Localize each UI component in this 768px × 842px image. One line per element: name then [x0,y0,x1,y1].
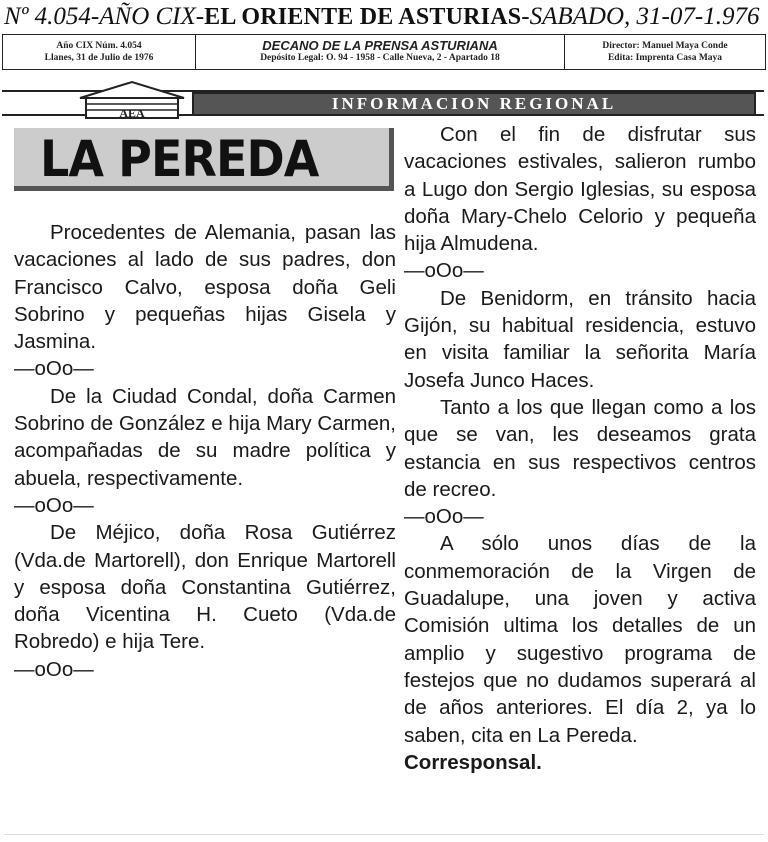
separator-2: —oOo— [14,493,94,517]
separator-4: —oOo— [404,259,484,283]
left-paragraph-3: De Méjico, doña Rosa Gutiérrez (Vda.de Martorell), don Enrique Martorell y esposa doña Constantina Gutiérrez, doña Vicentina H. Cueto (Vda.de Robredo) e hija Tere. [14,521,396,654]
masthead-issue-info [3,35,196,69]
right-paragraph-3: Tanto a los que llegan como a los que se van, les deseamos grata estancia en sus respectivos centros de recreo. [404,395,756,501]
masthead-place-date: Llanes, 31 de Julio de 1976 [44,53,154,63]
masthead-credits [565,35,765,69]
page-bottom-divider [4,834,764,835]
right-paragraph-4: A sólo unos días de la conmemoración de la Virgen de Guadalupe, una joven y activa Comisión ultima los detalles de un amplio y sugestivo programa de festejos que no dudamos superará al de años anteriores. El día 2, ya lo saben, cita en La Pereda. [404,532,756,747]
masthead [2,34,766,70]
section-banner [2,76,764,122]
issue-prefix: Nº 4.054-AÑO CIX- [4,3,205,30]
article-left-column [14,219,396,683]
masthead-issue-number: Año CIX Núm. 4.054 [56,41,142,51]
left-paragraph-2: De la Ciudad Condal, doña Carmen Sobrino de González e hija Mary Carmen, acompañadas de su madre política y abuela, respectivamente. [14,384,396,490]
article-headline: LA PEREDA [40,130,319,188]
left-paragraph-1: Procedentes de Alemania, pasan las vacaciones al lado de sus padres, don Francisco Calvo, esposa doña Geli Sobrino y pequeñas hijas Gisela y Jasmina. [14,221,396,354]
separator-5: —oOo— [404,505,484,529]
masthead-director: Director: Manuel Maya Conde [602,41,728,51]
article-signature: Corresponsal. [404,750,542,774]
right-paragraph-1: Con el fin de disfrutar sus vacaciones estivales, salieron rumbo a Lugo don Sergio Iglesias, su esposa doña Mary-Chelo Celorio y pequeña hija Almudena. [404,123,756,256]
masthead-slogan: DECANO DE LA PRENSA ASTURIANA [262,38,498,53]
paper-name: EL ORIENTE DE ASTURIAS [204,4,522,30]
right-paragraph-2: De Benidorm, en tránsito hacia Gijón, su habitual residencia, estuvo en visita familiar la señorita María Josefa Junco Haces. [404,286,756,392]
section-title: INFORMACION REGIONAL [192,92,756,116]
separator-3: —oOo— [14,657,94,681]
masthead-legal-address: Depósito Legal: O. 94 - 1958 - Calle Nueva, 2 - Apartado 18 [260,53,500,63]
masthead-publisher-info [196,35,565,69]
separator-1: —oOo— [14,357,94,381]
masthead-editor: Edita: Imprenta Casa Maya [607,53,723,63]
section-logo-icon [72,80,192,120]
issue-date: -SABADO, 31-07-1.976 [521,3,760,30]
article-right-column [404,121,756,776]
article-headline-box [14,128,394,191]
section-logo-text: AEA [119,106,145,120]
newspaper-header-line [4,2,764,32]
